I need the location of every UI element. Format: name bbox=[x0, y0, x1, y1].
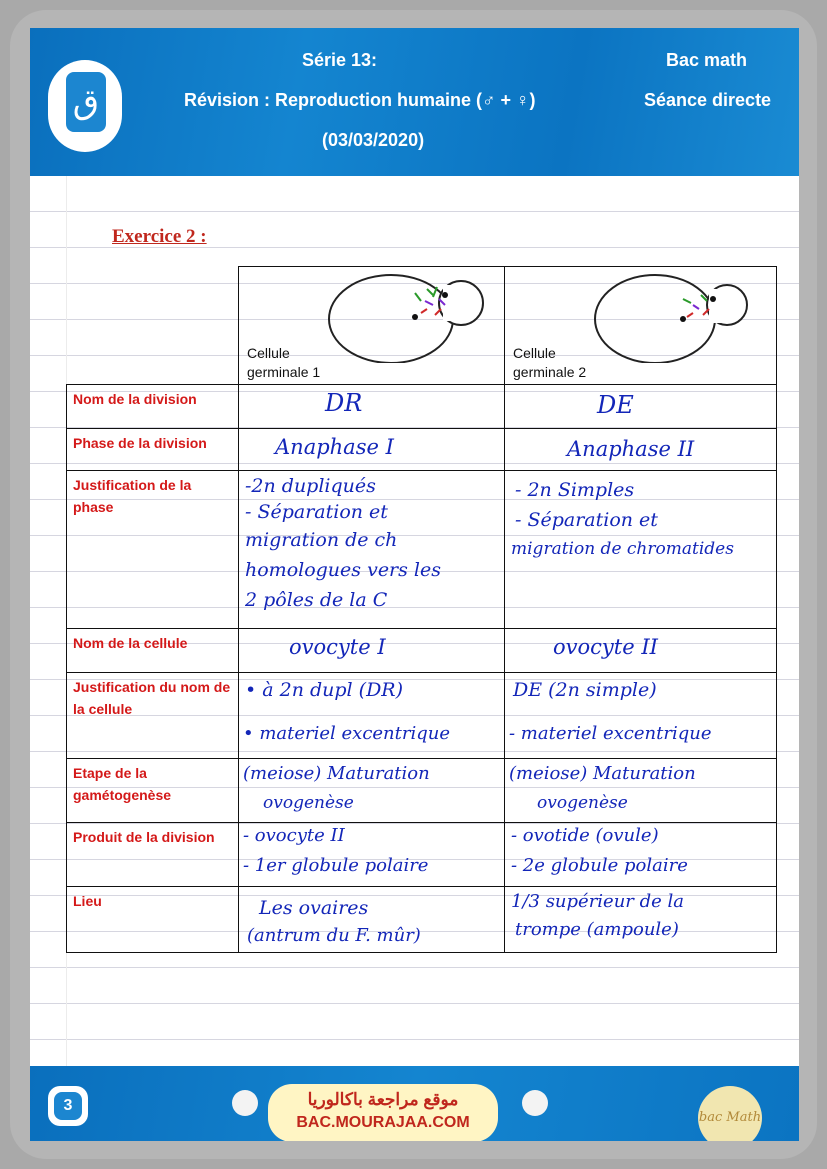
table-row bbox=[67, 629, 777, 673]
handwritten-answer: (meiose) Maturation bbox=[243, 763, 430, 784]
page-header bbox=[30, 28, 799, 176]
handwritten-answer: - ovocyte II bbox=[243, 825, 345, 846]
handwritten-answer: ovocyte II bbox=[553, 635, 658, 659]
answer-cell bbox=[505, 673, 777, 759]
handwritten-answer: trompe (ampoule) bbox=[515, 919, 679, 940]
handwritten-answer: - ovotide (ovule) bbox=[511, 825, 659, 846]
answer-cell bbox=[239, 629, 505, 673]
handwritten-answer: • à 2n dupl (DR) bbox=[245, 679, 404, 701]
row-label: Justification du nom de la cellule bbox=[67, 673, 239, 759]
handwritten-answer: migration de chromatides bbox=[511, 539, 734, 559]
handwritten-answer: DE bbox=[597, 391, 634, 419]
handwritten-answer: 2 pôles de la C bbox=[245, 589, 388, 611]
handwritten-answer: - 2n Simples bbox=[515, 479, 635, 501]
row-label: Lieu bbox=[67, 887, 239, 953]
answer-cell bbox=[505, 629, 777, 673]
handwritten-answer: - Séparation et bbox=[245, 501, 388, 523]
watermark-url: BAC.MOURAJAA.COM bbox=[296, 1114, 470, 1131]
handwritten-answer: - 1er globule polaire bbox=[243, 855, 429, 876]
handwritten-answer: homologues vers les bbox=[245, 559, 442, 581]
watermark-arabic: موقع مراجعة باكالوريا bbox=[307, 1090, 459, 1109]
page-number: 3 bbox=[54, 1092, 82, 1120]
handwritten-answer: 1/3 supérieur de la bbox=[511, 891, 685, 912]
page-badge bbox=[48, 1086, 88, 1126]
handwritten-answer: (antrum du F. mûr) bbox=[247, 925, 421, 946]
worksheet-page bbox=[30, 28, 799, 1141]
row-label: Produit de la division bbox=[67, 823, 239, 887]
corner-cell bbox=[67, 267, 239, 385]
answer-cell bbox=[239, 887, 505, 953]
answer-cell bbox=[239, 673, 505, 759]
handwritten-answer: ovogenèse bbox=[537, 793, 628, 813]
header-row bbox=[67, 267, 777, 385]
table-row bbox=[67, 823, 777, 887]
division-table bbox=[66, 266, 777, 953]
handwritten-answer: -2n dupliqués bbox=[245, 475, 376, 497]
exercise-title: Exercice 2 : bbox=[112, 226, 207, 247]
page-footer bbox=[30, 1066, 799, 1141]
handwritten-answer: - Séparation et bbox=[515, 509, 658, 531]
answer-cell bbox=[239, 823, 505, 887]
brand-logo: bac Math bbox=[698, 1086, 762, 1141]
column-header-1 bbox=[239, 267, 505, 385]
handwritten-answer: - materiel excentrique bbox=[509, 723, 712, 744]
handwritten-answer: Les ovaires bbox=[259, 897, 369, 919]
partner-logo-icon bbox=[522, 1090, 548, 1116]
answer-cell bbox=[505, 471, 777, 629]
series-label: Série 13: bbox=[302, 50, 378, 70]
answer-cell bbox=[505, 823, 777, 887]
row-label: Justification de la phase bbox=[67, 471, 239, 629]
column-label-2: Cellule germinale 2 bbox=[513, 345, 587, 380]
table-row bbox=[67, 759, 777, 823]
handwritten-answer: Anaphase II bbox=[567, 437, 695, 461]
handwritten-answer: DR bbox=[325, 389, 363, 417]
page-date: (03/03/2020) bbox=[322, 130, 425, 150]
page-title: Révision : Reproduction humaine (♂ + ♀) bbox=[184, 90, 536, 110]
handwritten-answer: DE (2n simple) bbox=[513, 679, 657, 701]
answer-cell bbox=[505, 887, 777, 953]
answer-cell bbox=[505, 759, 777, 823]
table-row bbox=[67, 887, 777, 953]
answer-cell bbox=[505, 429, 777, 471]
handwritten-answer: ovogenèse bbox=[263, 793, 354, 813]
handwritten-answer: - 2e globule polaire bbox=[511, 855, 688, 876]
answer-cell bbox=[505, 385, 777, 429]
watermark-link[interactable] bbox=[268, 1084, 498, 1141]
row-label: Etape de la gamétogenèse bbox=[67, 759, 239, 823]
handwritten-answer: ovocyte I bbox=[289, 635, 386, 659]
table-row bbox=[67, 385, 777, 429]
answer-cell bbox=[239, 759, 505, 823]
handwritten-answer: Anaphase I bbox=[275, 435, 394, 459]
partner-logo-icon bbox=[232, 1090, 258, 1116]
level-label: Bac math bbox=[666, 50, 748, 70]
table-row bbox=[67, 429, 777, 471]
answer-cell bbox=[239, 385, 505, 429]
handwritten-answer: migration de ch bbox=[245, 529, 398, 551]
answer-cell bbox=[239, 429, 505, 471]
row-label: Phase de la division bbox=[67, 429, 239, 471]
handwritten-answer: • materiel excentrique bbox=[243, 723, 451, 744]
column-label-1: Cellule germinale 1 bbox=[247, 345, 321, 380]
table-row bbox=[67, 471, 777, 629]
row-label: Nom de la division bbox=[67, 385, 239, 429]
session-label: Séance directe bbox=[644, 90, 772, 110]
handwritten-answer: (meiose) Maturation bbox=[509, 763, 696, 784]
column-header-2 bbox=[505, 267, 777, 385]
answer-cell bbox=[239, 471, 505, 629]
logo-glyph-icon: ق bbox=[66, 72, 106, 132]
row-label: Nom de la cellule bbox=[67, 629, 239, 673]
table-row bbox=[67, 673, 777, 759]
